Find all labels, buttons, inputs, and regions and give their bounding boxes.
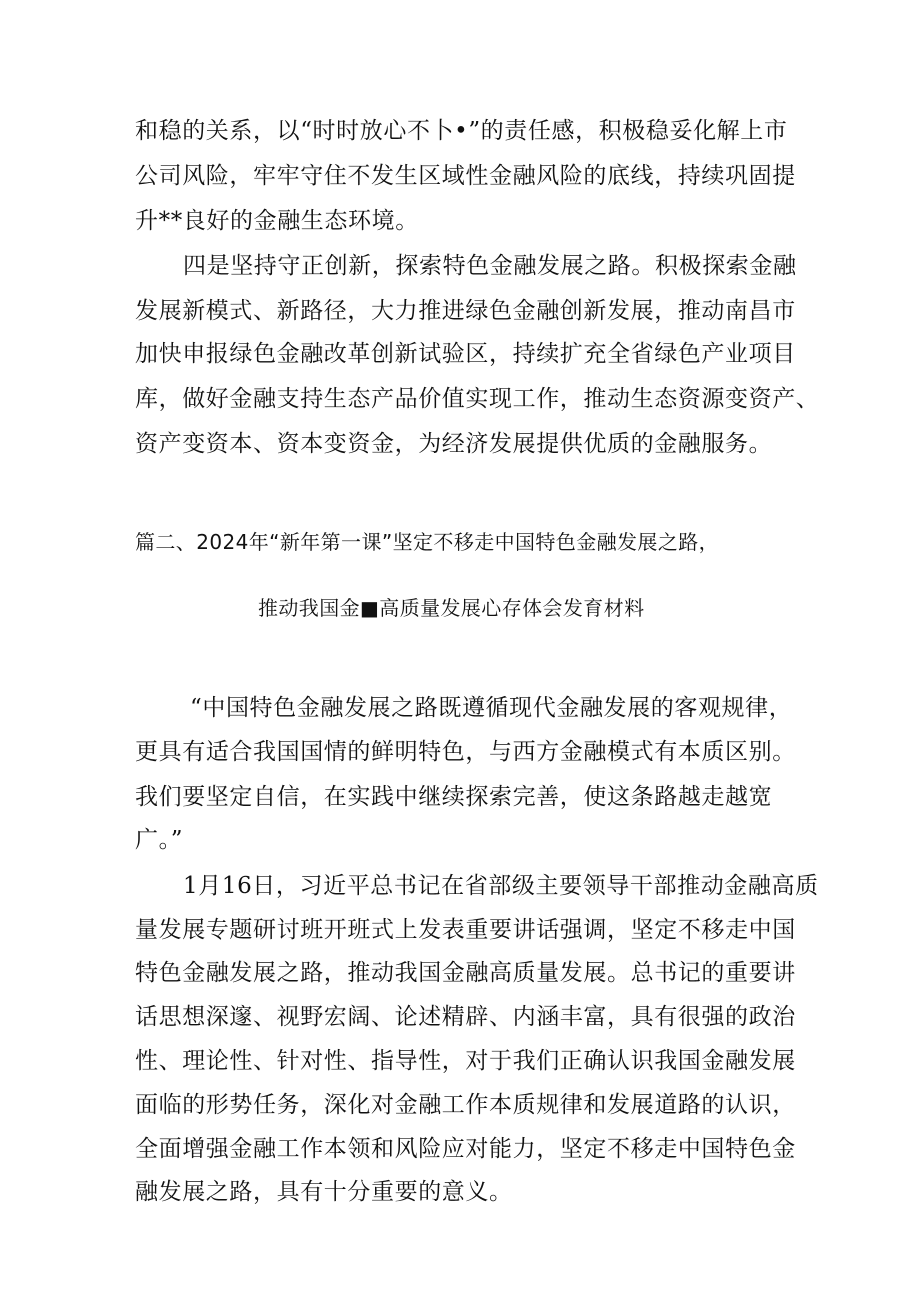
paragraph-line: 四是坚持守正创新，探索特色金融发展之路。积极探索金融 [183,253,797,279]
paragraph-line: 面临的形势任务，深化对金融工作本质规律和发展道路的认识， [135,1092,796,1118]
paragraph-line: 更具有适合我国国情的鲜明特色，与西方金融模式有本质区别。 [135,739,796,765]
paragraph-line: 广。” [135,827,184,853]
paragraph-line: 和稳的关系，以“时时放心不卜•”的责任感，积极稳妥化解上市 [135,118,788,144]
paragraph-line: 特色金融发展之路，推动我国金融高质量发展。总书记的重要讲 [135,960,796,986]
paragraph-line: 1月16日，习近平总书记在省部级主要领导干部推动金融高质 [183,873,819,899]
section-heading-line-2: 推动我国金■高质量发展心存体会发育材料 [258,596,645,620]
paragraph-line: 话思想深邃、视野宏阔、论述精辟、内涵丰富，具有很强的政治 [135,1004,796,1030]
paragraph-line: 资产变资本、资本变资金，为经济发展提供优质的金融服务。 [135,431,773,457]
paragraph-line: 加快申报绿色金融改革创新试验区，持续扩充全省绿色产业项目 [135,341,796,367]
paragraph-line: 发展新模式、新路径，大力推进绿色金融创新发展，推动南昌市 [135,298,796,324]
paragraph-line: 全面增强金融工作本领和风险应对能力，坚定不移走中国特色金 [135,1136,796,1162]
paragraph-line: 公司风险，牢牢守住不发生区域性金融风险的底线，持续巩固提 [135,163,796,189]
paragraph-line: 性、理论性、针对性、指导性，对于我们正确认识我国金融发展 [135,1048,796,1074]
paragraph-line: 库，做好金融支持生态产品价值实现工作，推动生态资源变资产、 [135,386,820,412]
paragraph-line: 升**良好的金融生态环境。 [135,208,419,234]
section-heading-line-1: 篇二、2024年“新年第一课”坚定不移走中国特色金融发展之路， [135,530,720,554]
paragraph-line: “中国特色金融发展之路既遵循现代金融发展的客观规律， [190,695,793,721]
paragraph-line: 融发展之路，具有十分重要的意义。 [135,1179,513,1205]
paragraph-line: 我们要坚定自信，在实践中继续探索完善，使这条路越走越宽 [135,784,773,810]
paragraph-line: 量发展专题研讨班开班式上发表重要讲话强调，坚定不移走中国 [135,917,796,943]
